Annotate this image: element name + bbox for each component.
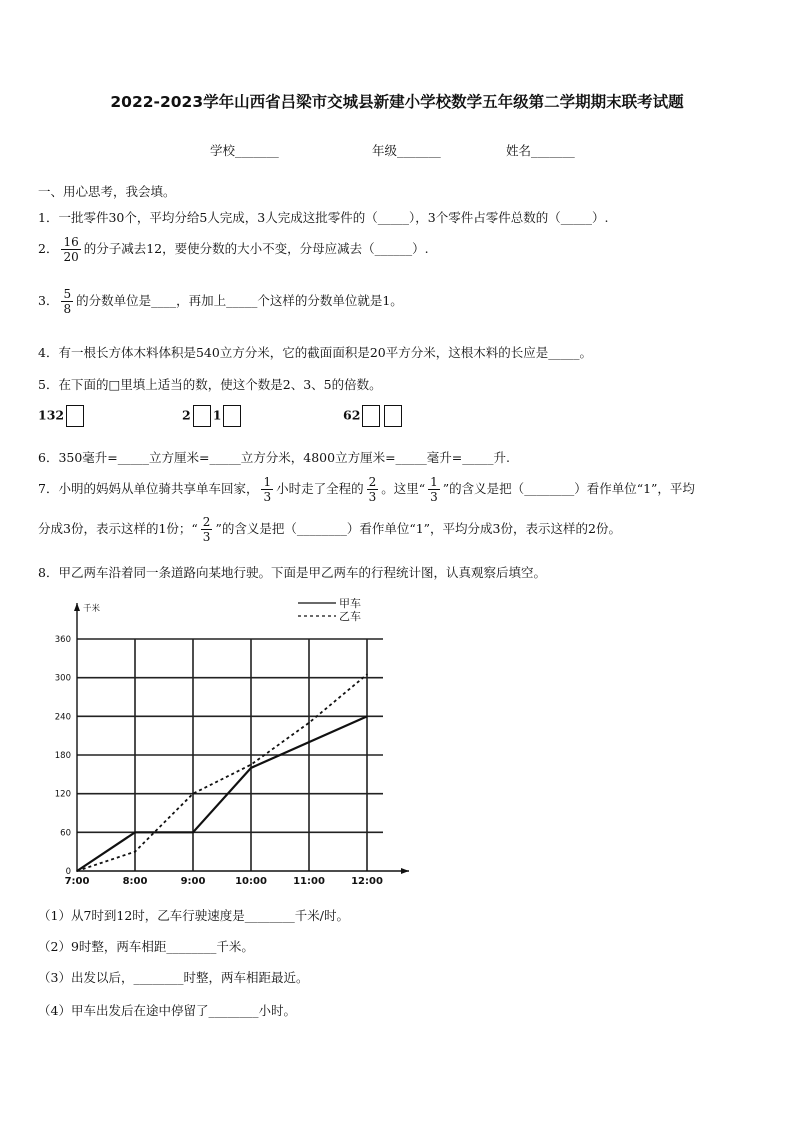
- q5-number-c: 62: [343, 407, 361, 423]
- q8-sub-4: （4）甲车出发后在途中停留了________小时。: [38, 1003, 296, 1018]
- fill-box[interactable]: [193, 405, 211, 427]
- q5-number-a: 132: [38, 407, 65, 423]
- fraction-1-3: [261, 475, 273, 504]
- x-tick-label: 9:00: [180, 876, 206, 887]
- q7-text: ”的含义是把（________）看作单位“1”，平均分成3份，表示这样的2份。: [215, 521, 621, 536]
- question-6: 6．350毫升=_____立方厘米=_____立方分米，4800立方厘米=_____毫升=_____升.: [38, 450, 510, 465]
- fraction-denominator: 3: [263, 490, 272, 504]
- question-7-line-2: [38, 515, 621, 544]
- question-2-text: 的分子减去12，要使分数的大小不变，分母应减去（______）.: [83, 241, 429, 256]
- fraction-numerator: 2: [202, 515, 211, 529]
- question-1: 1．一批零件30个，平均分给5人完成，3人完成这批零件的（_____），3个零件占零件总数的（_____）.: [38, 210, 609, 225]
- x-tick-label: 7:00: [64, 876, 90, 887]
- q5-number-b2: 1: [212, 407, 222, 423]
- question-2: [38, 235, 429, 264]
- data-point: [250, 764, 252, 766]
- q5-item-a: [38, 405, 86, 427]
- data-point: [192, 793, 194, 795]
- question-3-prefix: 3．: [38, 293, 59, 308]
- data-point: [134, 832, 136, 834]
- legend-label: 甲车: [339, 598, 361, 610]
- fraction-numerator: 2: [368, 475, 377, 489]
- data-point: [134, 851, 136, 853]
- question-2-prefix: 2．: [38, 241, 59, 256]
- page-title: 2022-2023学年山西省吕梁市交城县新建小学校数学五年级第二学期期末联考试题: [110, 93, 684, 111]
- fraction-1-3: [428, 475, 440, 504]
- x-axis-arrow-icon: [401, 868, 409, 874]
- legend-label: 乙车: [339, 610, 361, 623]
- fraction-denominator: 8: [63, 302, 72, 316]
- data-point: [366, 716, 368, 718]
- question-5: 5．在下面的□里填上适当的数，使这个数是2、3、5的倍数。: [38, 377, 382, 392]
- fraction-numerator: 1: [430, 475, 438, 489]
- x-tick-label: 10:00: [235, 876, 267, 887]
- y-tick-label: 300: [54, 673, 71, 684]
- data-point: [308, 741, 310, 743]
- fraction-denominator: 3: [202, 530, 211, 544]
- y-tick-label: 60: [60, 828, 71, 839]
- school-field[interactable]: 学校_______: [210, 143, 279, 158]
- q8-sub-1: （1）从7时到12时，乙车行驶速度是________千米/时。: [38, 908, 350, 923]
- fraction-2-3: [201, 515, 213, 544]
- question-4: 4．有一根长方体木料体积是540立方分米，它的截面面积是20平方分米，这根木料的长应是_____。: [38, 345, 592, 360]
- fraction-numerator: 16: [63, 235, 79, 249]
- data-point: [308, 722, 310, 724]
- question-3-text: 的分数单位是____，再加上_____个这样的分数单位就是1。: [76, 293, 403, 308]
- q7-text: 7．小明的妈妈从单位骑共享单车回家，: [38, 481, 259, 496]
- name-field[interactable]: 姓名_______: [506, 143, 575, 158]
- y-axis-arrow-icon: [74, 603, 80, 611]
- fill-box[interactable]: [362, 405, 380, 427]
- fill-box[interactable]: [223, 405, 241, 427]
- fraction-denominator: 3: [368, 490, 377, 504]
- travel-chart: [40, 598, 420, 898]
- grade-field[interactable]: 年级_______: [372, 143, 441, 158]
- q7-text: ”的含义是把（________）看作单位“1”，平均: [442, 481, 695, 496]
- section-heading: 一、用心思考，我会填。: [38, 184, 176, 199]
- y-tick-label: 180: [54, 751, 71, 761]
- question-3: [38, 287, 403, 316]
- data-point: [192, 832, 194, 834]
- question-7-line-1: [38, 475, 695, 504]
- fraction-numerator: 5: [63, 287, 72, 301]
- fraction-denominator: 3: [430, 490, 438, 504]
- fraction-denominator: 20: [63, 250, 79, 264]
- x-tick-label: 11:00: [293, 876, 325, 887]
- x-tick-label: 12:00: [351, 876, 383, 887]
- data-point: [366, 674, 368, 676]
- q5-item-b: [182, 405, 243, 427]
- fraction-16-20: [61, 235, 80, 264]
- q7-text: 小时走了全程的: [276, 481, 364, 496]
- x-tick-label: 8:00: [122, 876, 148, 887]
- q5-number-b1: 2: [182, 407, 191, 423]
- y-axis-label: 千米: [83, 604, 101, 614]
- y-tick-label: 240: [54, 712, 71, 723]
- q8-sub-3: （3）出发以后，________时整，两车相距最近。: [38, 970, 309, 985]
- fraction-numerator: 1: [263, 475, 272, 489]
- fraction-5-8: [61, 287, 73, 316]
- fraction-2-3: [367, 475, 379, 504]
- data-point: [250, 767, 252, 769]
- y-tick-label: 360: [54, 635, 71, 645]
- fill-box[interactable]: [384, 405, 402, 427]
- q5-item-c: [343, 405, 404, 427]
- y-tick-label: 120: [54, 789, 71, 800]
- q7-text: 分成3份，表示这样的1份；“: [38, 521, 198, 536]
- q8-sub-2: （2）9时整，两车相距________千米。: [38, 939, 254, 954]
- question-8: 8．甲乙两车沿着同一条道路向某地行驶。下面是甲乙两车的行程统计图，认真观察后填空。: [38, 565, 546, 580]
- y-tick-label: 0: [65, 867, 71, 877]
- q7-text: 。这里“: [381, 481, 426, 496]
- data-point: [76, 870, 78, 872]
- fill-box[interactable]: [66, 405, 84, 427]
